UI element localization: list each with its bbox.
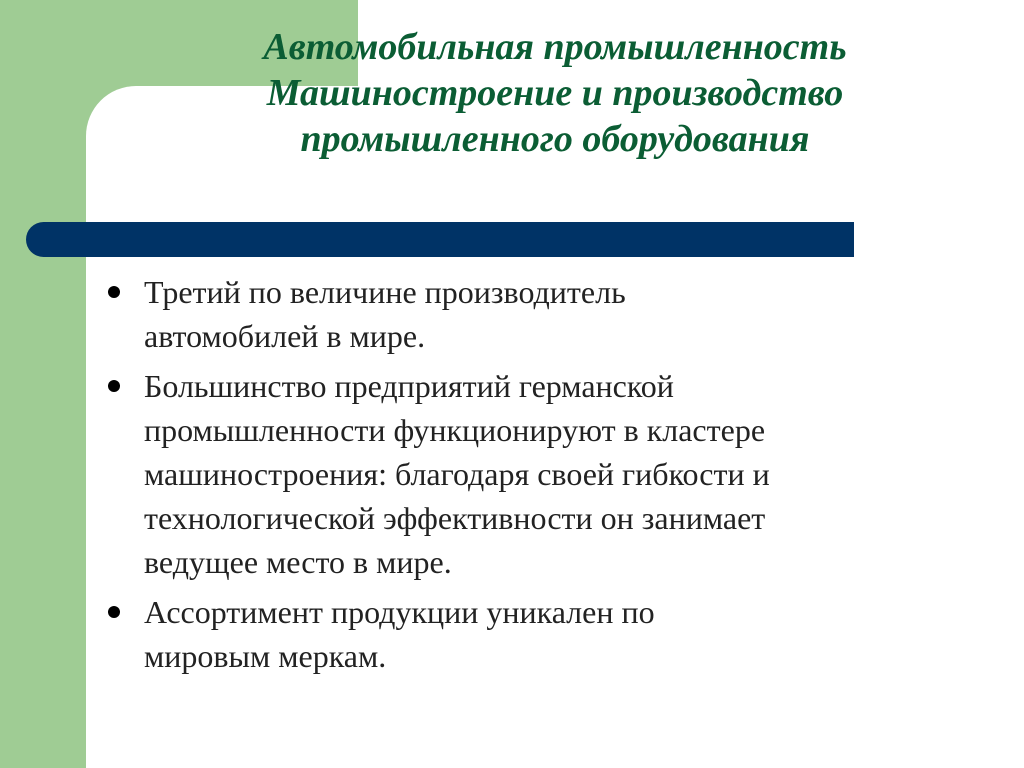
bullet-text-line: мировым меркам.: [144, 638, 387, 674]
bullet-item: [104, 590, 964, 678]
bullet-item: [104, 270, 964, 358]
bullet-text-line: промышленности функционируют в кластере: [144, 412, 766, 448]
accent-divider-bar: [26, 222, 854, 257]
title-line-3: промышленного оборудования: [300, 118, 810, 160]
bullet-text-line: ведущее место в мире.: [144, 544, 452, 580]
bullet-text-line: машиностроения: благодаря своей гибкости и: [144, 456, 770, 492]
slide-title: [150, 24, 960, 162]
bullet-text-line: Большинство предприятий германской: [144, 368, 674, 404]
bullet-text-line: Ассортимент продукции уникален по: [144, 594, 655, 630]
bullet-text-line: автомобилей в мире.: [144, 318, 426, 354]
bullet-item: [104, 364, 964, 584]
bullet-text-line: Третий по величине производитель: [144, 274, 626, 310]
title-line-1: Автомобильная промышленность: [263, 26, 847, 68]
bullet-dot-icon: [108, 286, 120, 298]
title-line-2: Машиностроение и производство: [266, 72, 844, 114]
bullet-text-line: технологической эффективности он занимает: [144, 500, 766, 536]
bullet-dot-icon: [108, 380, 120, 392]
bullet-list: [104, 270, 964, 684]
bullet-dot-icon: [108, 606, 120, 618]
